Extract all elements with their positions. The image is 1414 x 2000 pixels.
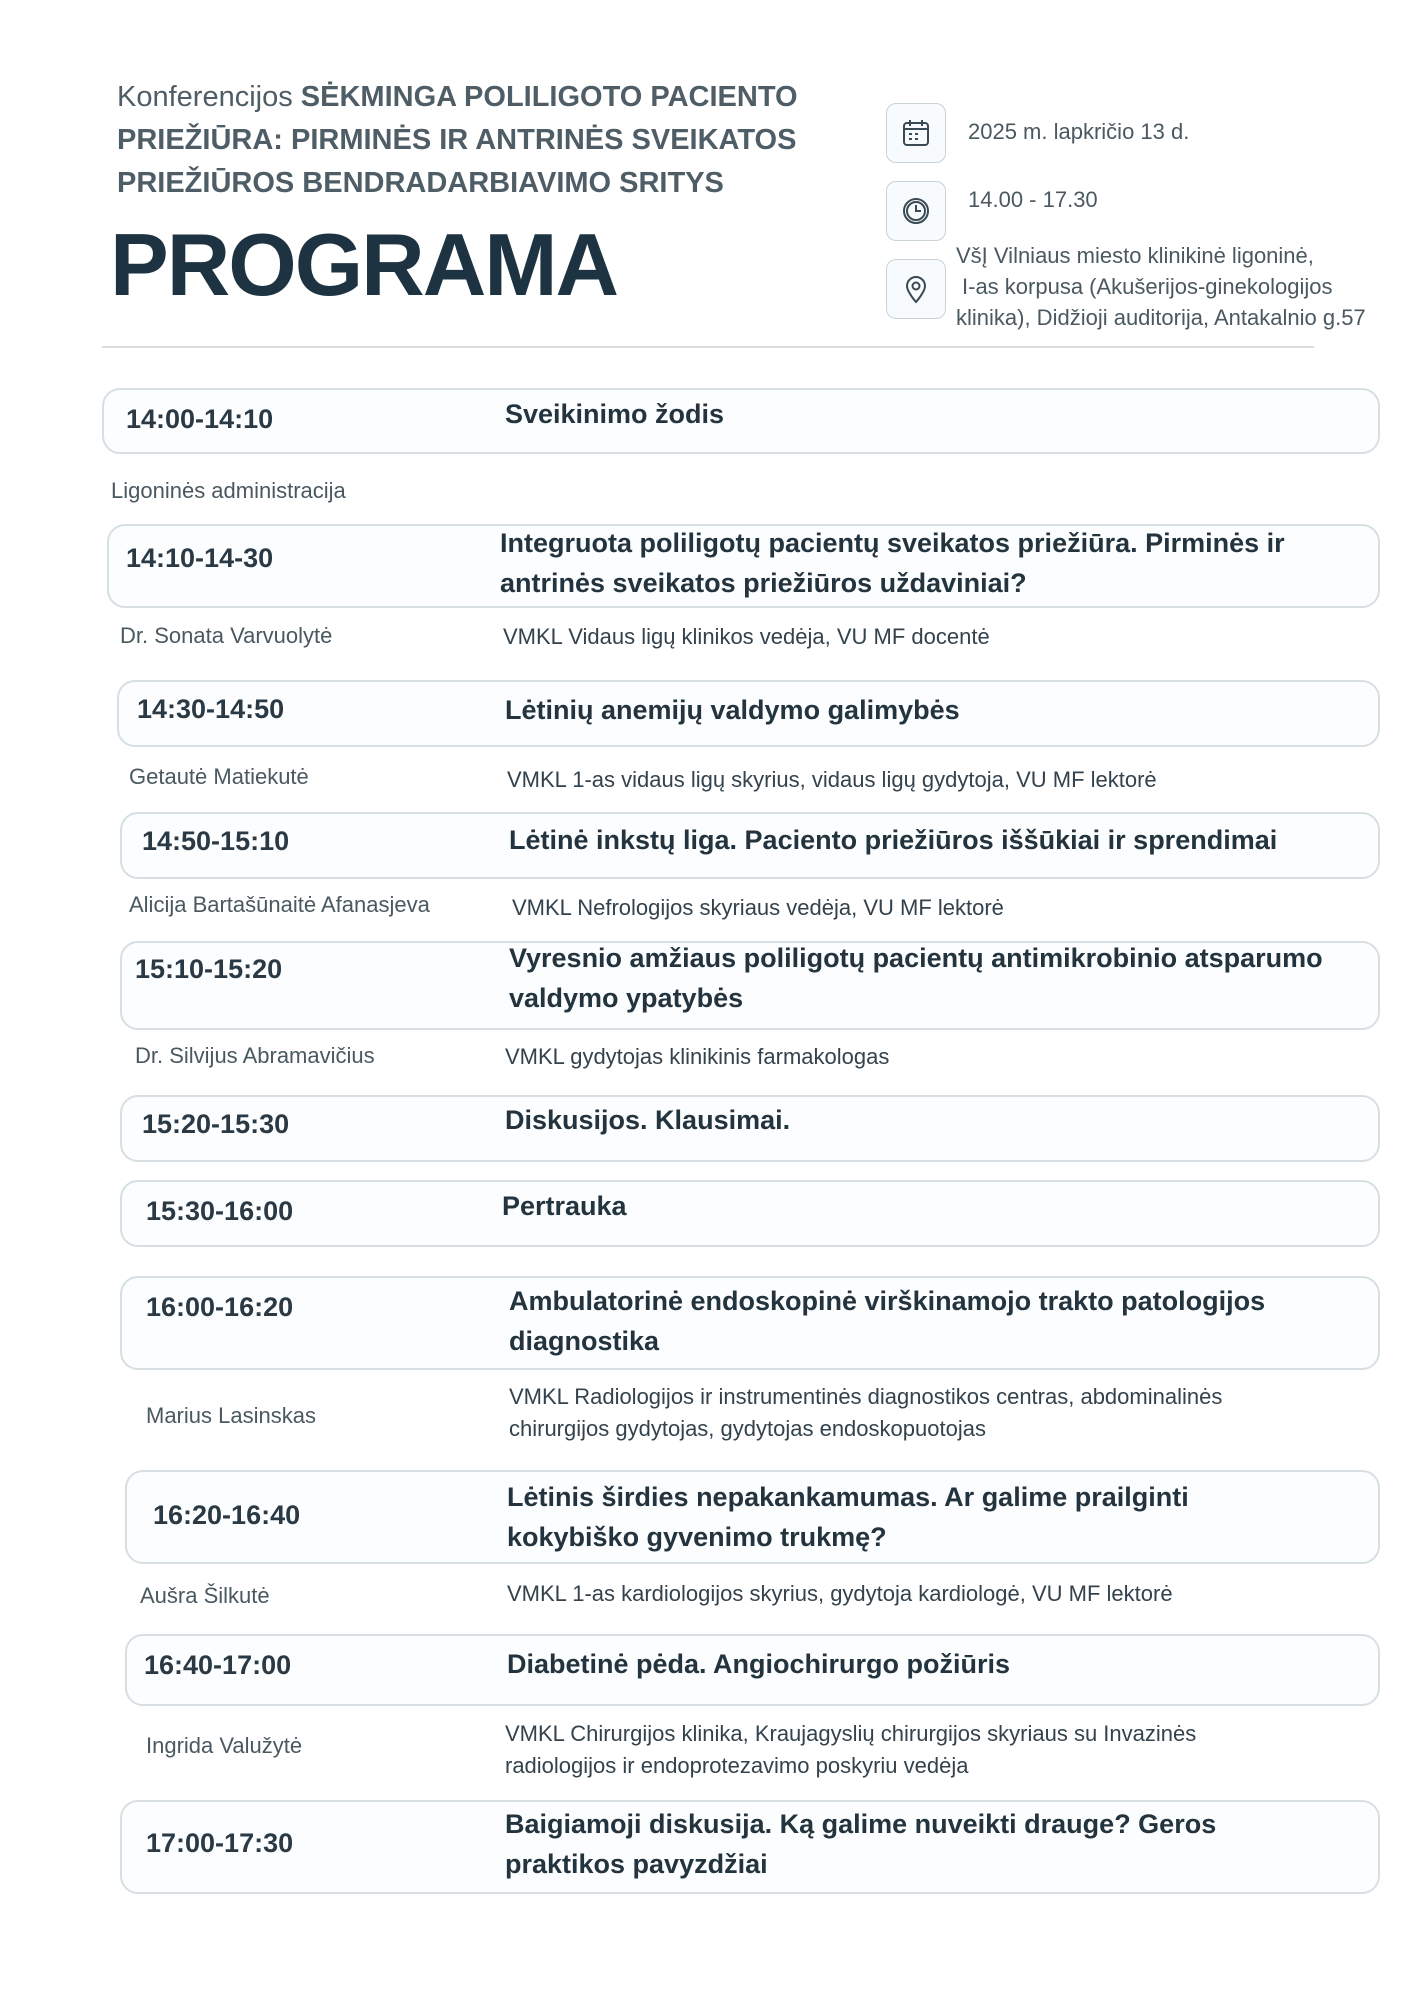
- session-topic-line-1: Vyresnio amžiaus poliligotų pacientų antimikrobinio atsparumo: [509, 943, 1323, 973]
- event-date: 2025 m. lapkričio 13 d.: [968, 119, 1190, 144]
- session-speaker: Ingrida Valužytė: [146, 1733, 303, 1758]
- session-speaker: Marius Lasinskas: [146, 1403, 316, 1428]
- session-speaker: Getautė Matiekutė: [129, 764, 309, 789]
- event-location: [956, 240, 1366, 333]
- session-affiliation: [509, 1381, 1222, 1445]
- session-speaker: Dr. Silvijus Abramavičius: [135, 1043, 375, 1068]
- header-divider: [102, 346, 1314, 348]
- event-time: 14.00 - 17.30: [968, 187, 1098, 212]
- session-topic-line-2: diagnostika: [509, 1326, 660, 1356]
- session-speaker: Ligoninės administracija: [111, 478, 346, 503]
- session-topic-line-2: antrinės sveikatos priežiūros uždaviniai?: [500, 568, 1027, 598]
- session-topic-line-1: Integruota poliligotų pacientų sveikatos priežiūra. Pirminės ir: [500, 528, 1285, 558]
- session-time: 15:10-15:20: [135, 954, 283, 984]
- session-topic-line-2: praktikos pavyzdžiai: [505, 1849, 768, 1879]
- conference-lead: Konferencijos: [117, 81, 301, 113]
- conference-title-line-3: PRIEŽIŪROS BENDRADARBIAVIMO SRITYS: [117, 167, 724, 199]
- session-speaker: Dr. Sonata Varvuolytė: [120, 623, 333, 648]
- session-speaker: Alicija Bartašūnaitė Afanasjeva: [129, 892, 430, 917]
- session-topic-line-1: Ambulatorinė endoskopinė virškinamojo trakto patologijos: [509, 1286, 1266, 1316]
- session-time: 14:00-14:10: [126, 404, 274, 434]
- session-topic: [505, 1804, 1216, 1884]
- session-time: 16:00-16:20: [146, 1292, 294, 1322]
- location-pin-icon: [886, 259, 946, 319]
- session-box: [120, 1180, 1380, 1247]
- calendar-icon: [886, 103, 946, 163]
- session-affiliation: [505, 1718, 1196, 1782]
- session-time: 15:30-16:00: [146, 1196, 294, 1226]
- session-topic-line-1: Lėtinis širdies nepakankamumas. Ar galime prailginti: [507, 1482, 1189, 1512]
- session-topic: Lėtinė inkstų liga. Paciento priežiūros iššūkiai ir sprendimai: [509, 825, 1278, 855]
- session-topic: Sveikinimo žodis: [505, 399, 725, 429]
- session-affiliation-line-2: radiologijos ir endoprotezavimo poskyriu vedėja: [505, 1753, 969, 1778]
- session-topic: [507, 1477, 1189, 1557]
- session-topic-line-1: Baigiamoji diskusija. Ką galime nuveikti drauge? Geros: [505, 1809, 1217, 1839]
- session-affiliation: VMKL Vidaus ligų klinikos vedėja, VU MF docentė: [503, 624, 990, 649]
- location-line-2: I-as korpusa (Akušerijos-ginekologijos: [962, 274, 1333, 299]
- page-title: PROGRAMA: [110, 215, 618, 314]
- conference-title-line-1: SĖKMINGA POLILIGOTO PACIENTO: [300, 81, 798, 113]
- session-topic: [509, 938, 1323, 1018]
- session-affiliation: VMKL Nefrologijos skyriaus vedėja, VU MF lektorė: [512, 895, 1004, 920]
- session-time: 16:20-16:40: [153, 1500, 301, 1530]
- session-speaker: Aušra Šilkutė: [140, 1583, 270, 1608]
- session-topic: Diskusijos. Klausimai.: [505, 1105, 791, 1135]
- conference-title: [117, 76, 857, 205]
- session-affiliation-line-1: VMKL Chirurgijos klinika, Kraujagyslių chirurgijos skyriaus su Invazinės: [505, 1721, 1197, 1746]
- session-topic: [500, 523, 1285, 603]
- session-time: 14:50-15:10: [142, 826, 290, 856]
- session-topic: Lėtinių anemijų valdymo galimybės: [505, 695, 960, 725]
- session-affiliation: VMKL 1-as vidaus ligų skyrius, vidaus ligų gydytoja, VU MF lektorė: [507, 767, 1157, 792]
- session-topic-line-2: kokybiško gyvenimo trukmę?: [507, 1522, 887, 1552]
- session-topic: Pertrauka: [502, 1191, 627, 1221]
- session-time: 15:20-15:30: [142, 1109, 290, 1139]
- location-line-1: VšĮ Vilniaus miesto klinikinė ligoninė,: [956, 243, 1314, 268]
- session-affiliation: VMKL 1-as kardiologijos skyrius, gydytoja kardiologė, VU MF lektorė: [507, 1581, 1173, 1606]
- session-topic: [509, 1281, 1265, 1361]
- session-topic: Diabetinė pėda. Angiochirurgo požiūris: [507, 1649, 1011, 1679]
- session-time: 16:40-17:00: [144, 1650, 292, 1680]
- session-affiliation: VMKL gydytojas klinikinis farmakologas: [505, 1044, 890, 1069]
- session-time: 14:10-14-30: [126, 543, 274, 573]
- session-box: [102, 388, 1380, 454]
- session-affiliation-line-1: VMKL Radiologijos ir instrumentinės diagnostikos centras, abdominalinės: [509, 1384, 1223, 1409]
- clock-icon: [886, 181, 946, 241]
- location-line-3: klinika), Didžioji auditorija, Antakalnio g.57: [956, 305, 1366, 330]
- session-time: 17:00-17:30: [146, 1828, 294, 1858]
- conference-title-line-2: PRIEŽIŪRA: PIRMINĖS IR ANTRINĖS SVEIKATOS: [117, 124, 797, 156]
- session-time: 14:30-14:50: [137, 694, 285, 724]
- session-affiliation-line-2: chirurgijos gydytojas, gydytojas endoskopuotojas: [509, 1416, 986, 1441]
- session-topic-line-2: valdymo ypatybės: [509, 983, 744, 1013]
